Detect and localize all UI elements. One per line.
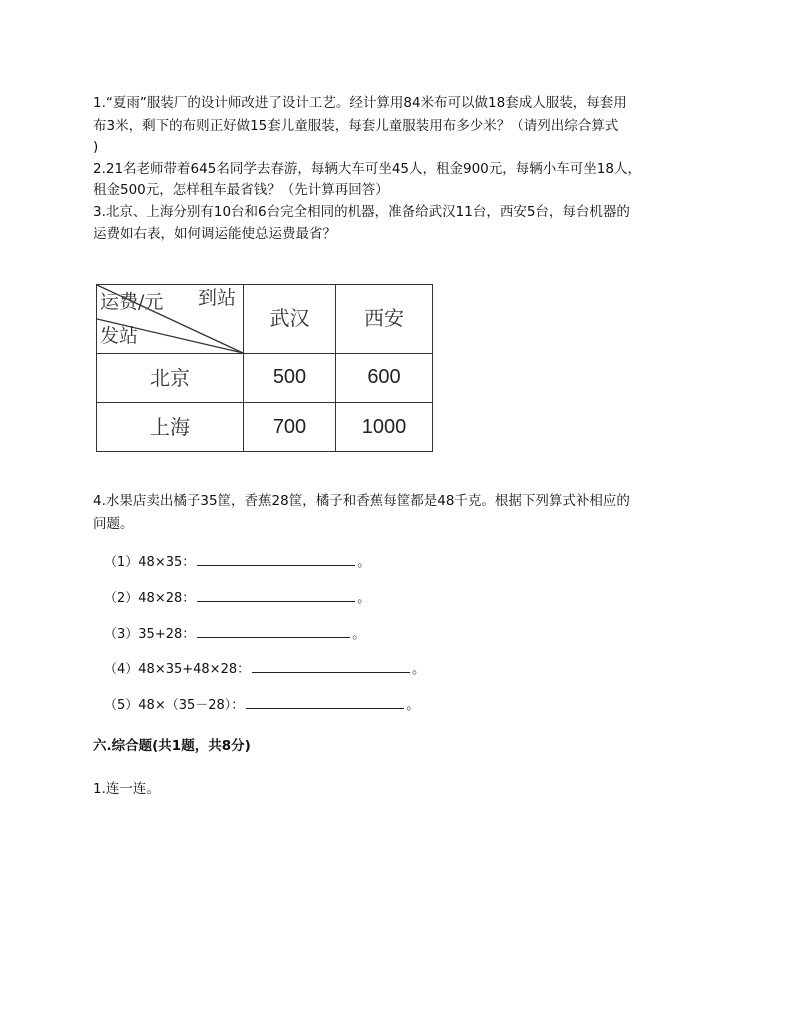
freight-table <box>96 284 433 452</box>
sub-question-end: 。 <box>357 555 371 570</box>
answer-blank[interactable] <box>246 694 404 709</box>
column-header-wuhan: 武汉 <box>269 306 310 330</box>
problem-1-line-2: 布3米，剩下的布则正好做15套儿童服装，每套儿童服装用布多少米？（请列出综合算式 <box>93 118 619 134</box>
problem-3-line-2: 运费如右表，如何调运能使总运费最省？ <box>93 226 336 242</box>
cell-beijing-wuhan: 500 <box>272 366 307 388</box>
sub-question-end: 。 <box>357 591 371 606</box>
answer-blank[interactable] <box>197 623 350 638</box>
sub-question-4 <box>104 658 425 680</box>
sub-question-label: （1）48×35： <box>104 555 196 570</box>
sub-question-end: 。 <box>352 627 366 642</box>
answer-blank[interactable] <box>197 587 355 602</box>
problem-1-line-3: ) <box>93 139 99 155</box>
cell-shanghai-wuhan: 700 <box>272 416 307 438</box>
row-header-beijing: 北京 <box>150 366 190 390</box>
problem-4-line-1: 4.水果店卖出橘子35筐，香蕉28筐，橘子和香蕉每筐都是48千克。根据下列算式补相应的 <box>93 493 630 509</box>
problem-2-line-2: 租金500元，怎样租车最省钱？（先计算再回答） <box>93 182 389 198</box>
answer-blank[interactable] <box>252 658 410 673</box>
sub-question-label: （4）48×35+48×28： <box>104 662 251 677</box>
table-divider <box>97 402 432 403</box>
problem-2-line-1: 2.21名老师带着645名同学去春游，每辆大车可坐45人，租金900元，每辆小车可坐18人， <box>93 161 641 177</box>
problem-1-line-1: 1.“夏雨”服装厂的设计师改进了设计工艺。经计算用84米布可以做18套成人服装，每套用 <box>93 95 627 111</box>
sub-question-label: （2）48×28： <box>104 591 196 606</box>
problem-3-line-1: 3.北京、上海分别有10台和6台完全相同的机器，准备给武汉11台，西安5台，每台机器的 <box>93 204 630 220</box>
sub-question-2 <box>104 587 370 609</box>
corner-label-fee: 运费/元 <box>100 291 164 313</box>
corner-label-origin: 发站 <box>100 325 139 347</box>
sub-question-end: 。 <box>406 698 420 713</box>
section-6-question-1: 1.连一连。 <box>93 781 160 797</box>
sub-question-end: 。 <box>412 662 426 677</box>
sub-question-5 <box>104 694 419 716</box>
cell-shanghai-xian: 1000 <box>361 416 407 438</box>
cell-beijing-xian: 600 <box>367 366 401 388</box>
section-6-heading: 六.综合题(共1题，共8分) <box>93 738 251 754</box>
answer-blank[interactable] <box>197 551 355 566</box>
row-header-shanghai: 上海 <box>150 415 190 439</box>
sub-question-label: （3）35+28： <box>104 627 196 642</box>
sub-question-3 <box>104 623 365 645</box>
sub-question-label: （5）48×（35－28）： <box>104 698 245 713</box>
sub-question-1 <box>104 551 370 573</box>
corner-label-destination: 到站 <box>198 287 237 309</box>
column-header-xian: 西安 <box>364 306 404 330</box>
problem-4-line-2: 问题。 <box>93 516 134 532</box>
